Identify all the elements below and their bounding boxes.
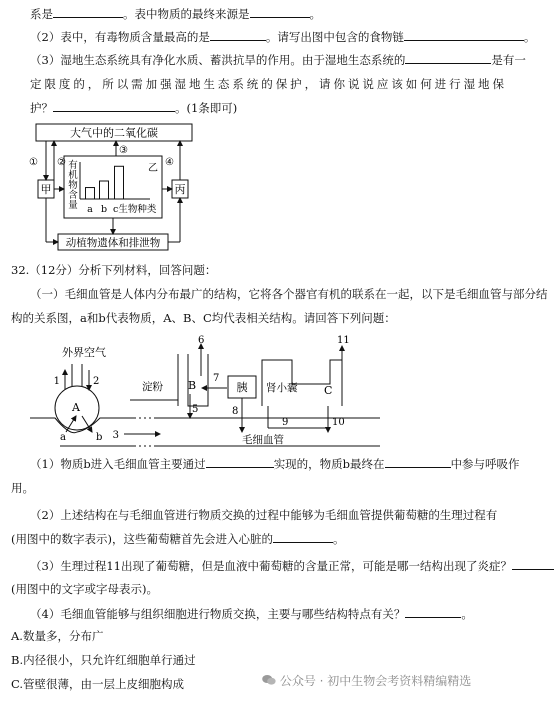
q32-sub1-cont: 用。 (11, 481, 34, 495)
bing-label: 丙 (174, 183, 186, 196)
bar-a (86, 188, 95, 199)
capillary-label: 毛细血管 (242, 434, 284, 446)
q31-line-1: 系是 。表中物质的最终来源是 。 (30, 7, 321, 21)
label-5: 5 (192, 404, 199, 415)
y-label-char: 含 (68, 190, 78, 201)
q32-heading: 32.（12分）分析下列材料，回答问题： (11, 263, 217, 277)
carbon-cycle-diagram (24, 122, 204, 254)
y-label-char: 量 (68, 200, 78, 211)
label-b: b (96, 432, 103, 443)
answer-blank[interactable] (210, 29, 266, 41)
answer-blank[interactable] (273, 531, 333, 543)
q32-sub3-cont: (用图中的文字或字母表示)。 (11, 582, 158, 596)
q32-sub3: （3）生理过程11出现了葡萄糖，但是血液中葡萄糖的含量正常，可能是哪一结构出现了炎症？ (30, 558, 554, 574)
label-7: 7 (213, 373, 220, 384)
bar-b (100, 181, 109, 199)
answer-blank[interactable] (405, 52, 491, 64)
label-1: ① (29, 157, 38, 168)
x-tick-b: b (100, 204, 108, 215)
label-4: ④ (165, 157, 174, 168)
answer-blank[interactable] (405, 606, 461, 618)
label-B: B (188, 379, 197, 392)
answer-blank[interactable] (53, 6, 123, 18)
label-8: 8 (232, 406, 239, 417)
label-a: a (60, 432, 66, 443)
starch-label: 淀粉 (142, 381, 163, 393)
x-tick-c: c生物种类 (113, 204, 157, 215)
pancreas-label: 胰 (236, 381, 248, 394)
capillary-diagram (30, 332, 410, 448)
answer-blank[interactable] (206, 456, 274, 468)
y-label-char: 物 (68, 180, 78, 191)
jia-label: 甲 (40, 183, 52, 196)
capsule-label: 肾小囊 (266, 382, 298, 394)
q31-sub3-line1: （3）湿地生态系统具有净化水质、蓄洪抗旱的作用。由于湿地生态系统的 是有一 (30, 53, 526, 67)
q32-sub1: （1）物质b进入毛细血管主要通过 实现的，物质b最终在 中参与呼吸作 (30, 457, 520, 471)
q31-sub3-line3: 护？ 。(1条即可) (30, 101, 238, 115)
label-A: A (72, 401, 80, 414)
label-3: 3 (112, 430, 119, 441)
atmosphere-label: 大气中的二氧化碳 (70, 126, 158, 140)
wechat-icon (262, 674, 276, 686)
q32-sub4: （4）毛细血管能够与组织细胞进行物质交换，主要与哪些结构特点有关？ 。 (30, 607, 473, 621)
answer-blank[interactable] (385, 456, 451, 468)
y-axis-label (68, 159, 78, 211)
label-10: 10 (332, 417, 345, 428)
answer-blank[interactable] (404, 29, 524, 41)
answer-blank[interactable] (250, 6, 310, 18)
option-b[interactable]: B.内径很小，只允许红细胞单行通过 (11, 653, 196, 667)
label-2: 2 (93, 376, 100, 387)
y-label-char: 有 (68, 160, 78, 171)
label-C: C (324, 384, 333, 397)
x-tick-a: a (87, 204, 93, 215)
q31-sub2: （2）表中，有毒物质含量最高的是 。请写出图中包含的食物链 。 (30, 30, 536, 44)
label-9: 9 (282, 417, 289, 428)
label-6: 6 (198, 335, 205, 346)
answer-blank[interactable] (53, 100, 175, 112)
answer-blank[interactable] (512, 558, 554, 570)
label-3: ③ (119, 145, 128, 156)
label-11: 11 (337, 335, 350, 346)
yi-label: 乙 (148, 163, 158, 174)
option-a[interactable]: A.数量多，分布广 (11, 629, 104, 643)
watermark: 公众号 · 初中生物会考资料精编精选 (262, 672, 471, 689)
label-2: ② (57, 157, 66, 168)
q32-para-line1: （一）毛细血管是人体内分布最广的结构，它将各个器官有机的联系在一起，以下是毛细血管与部分结 (30, 287, 548, 301)
outside-air-label: 外界空气 (62, 346, 106, 359)
remains-label: 动植物遗体和排泄物 (65, 237, 161, 249)
label-1: 1 (53, 376, 60, 387)
q32-para-line2: 构的关系图，a和b代表物质，A、B、C均代表相关结构。请回答下列问题： (11, 311, 396, 325)
q31-sub3-line2: 定限度的，所以需加强湿地生态系统的保护，请你说说应该如何进行湿地保 (30, 77, 504, 91)
y-label-char: 机 (68, 170, 78, 181)
q32-sub2-cont: (用图中的数字表示)，这些葡萄糖首先会进入心脏的 。 (11, 532, 345, 546)
option-c[interactable]: C.管壁很薄，由一层上皮细胞构成 (11, 677, 185, 691)
q32-sub2: （2）上述结构在与毛细血管进行物质交换的过程中能够为毛细血管提供葡萄糖的生理过程有 (30, 508, 498, 522)
bar-c (115, 166, 124, 199)
